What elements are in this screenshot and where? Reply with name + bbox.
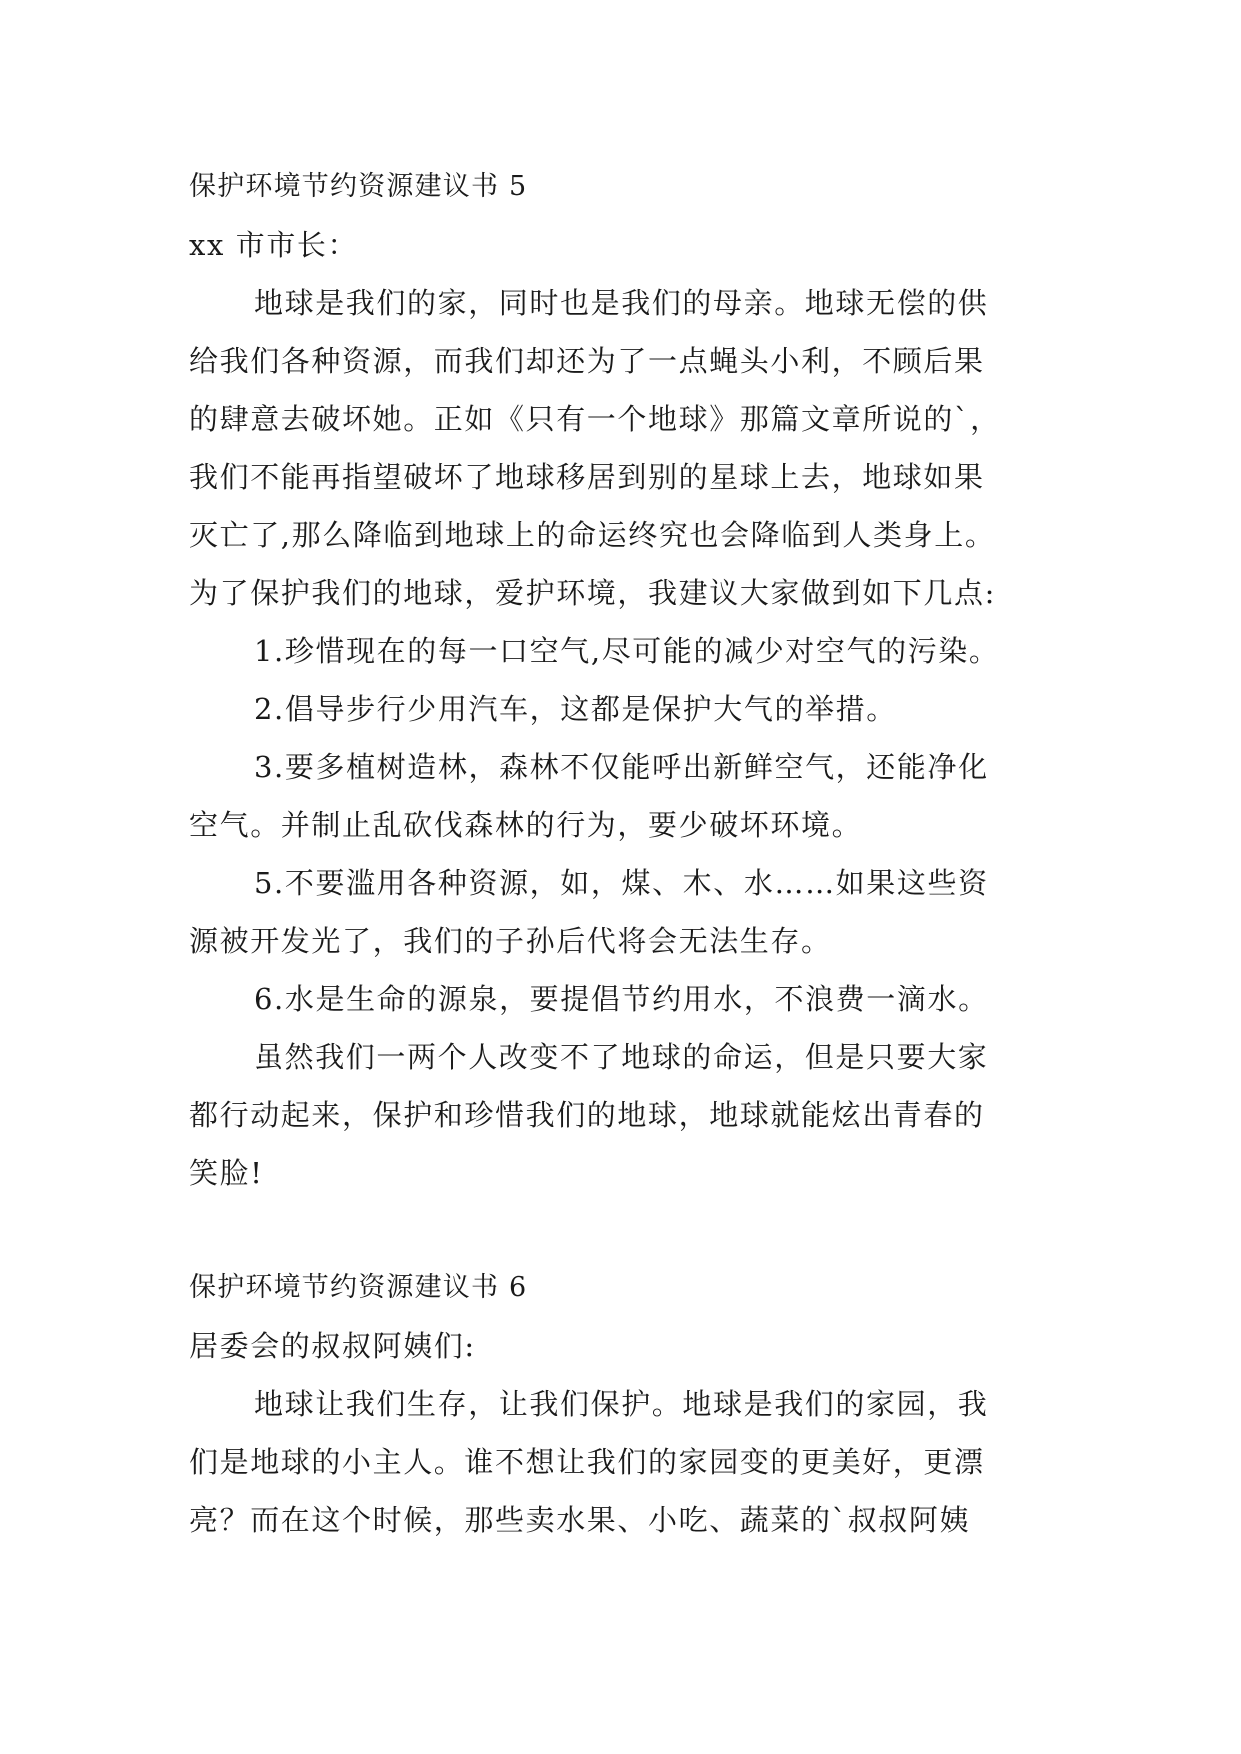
paragraph-line: 我们不能再指望破坏了地球移居到别的星球上去，地球如果 — [189, 460, 985, 494]
list-item: 2.倡导步行少用汽车，这都是保护大气的举措。 — [254, 692, 897, 726]
section-6-salutation: 居委会的叔叔阿姨们: — [189, 1329, 476, 1363]
paragraph-line: 笑脸! — [189, 1156, 264, 1190]
list-item-continuation: 源被开发光了，我们的子孙后代将会无法生存。 — [189, 924, 832, 958]
paragraph-line: 地球让我们生存，让我们保护。地球是我们的家园，我 — [254, 1387, 989, 1421]
paragraph-line: 给我们各种资源，而我们却还为了一点蝇头小利，不顾后果 — [189, 344, 985, 378]
list-item: 5.不要滥用各种资源，如，煤、木、水……如果这些资 — [254, 866, 989, 900]
section-6-title: 保护环境节约资源建议书 6 — [189, 1272, 528, 1303]
paragraph-line: 的肆意去破坏她。正如《只有一个地球》那篇文章所说的`， — [189, 402, 1001, 436]
paragraph-line: 地球是我们的家，同时也是我们的母亲。地球无偿的供 — [254, 286, 989, 320]
list-item: 3.要多植树造林，森林不仅能呼出新鲜空气，还能净化 — [254, 750, 989, 784]
paragraph-line: 虽然我们一两个人改变不了地球的命运，但是只要大家 — [254, 1040, 989, 1074]
paragraph-line: 为了保护我们的地球，爱护环境，我建议大家做到如下几点: — [189, 576, 996, 610]
list-item: 6.水是生命的源泉，要提倡节约用水，不浪费一滴水。 — [254, 982, 989, 1016]
paragraph-line: 们是地球的小主人。谁不想让我们的家园变的更美好，更漂 — [189, 1445, 985, 1479]
list-item-continuation: 空气。并制止乱砍伐森林的行为，要少破坏环境。 — [189, 808, 863, 842]
paragraph-line: 都行动起来，保护和珍惜我们的地球，地球就能炫出青春的 — [189, 1098, 985, 1132]
paragraph-line: 灭亡了,那么降临到地球上的命运终究也会降临到人类身上。 — [189, 518, 996, 552]
list-item: 1.珍惜现在的每一口空气,尽可能的减少对空气的污染。 — [254, 634, 1000, 668]
paragraph-line: 亮？而在这个时候，那些卖水果、小吃、蔬菜的`叔叔阿姨 — [189, 1503, 971, 1537]
section-5-title: 保护环境节约资源建议书 5 — [189, 171, 528, 202]
section-5-salutation: xx 市市长： — [189, 228, 359, 262]
